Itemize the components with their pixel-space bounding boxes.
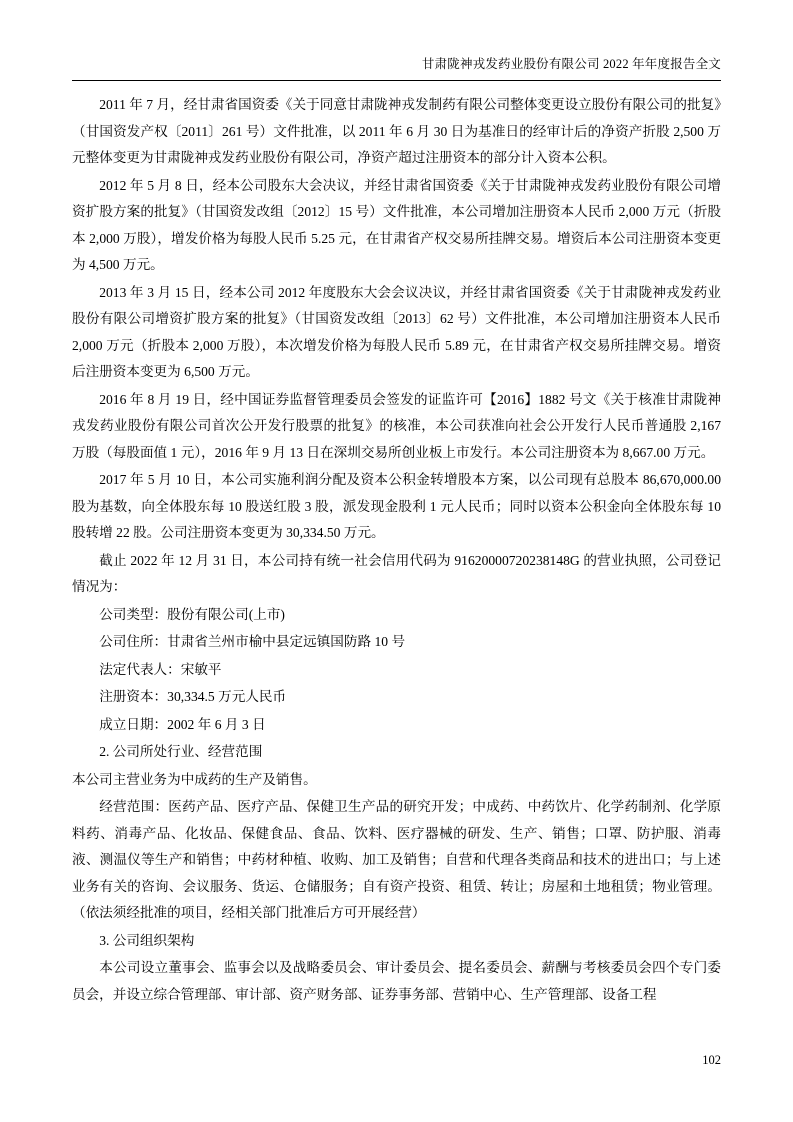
registration-item-company-type: 公司类型：股份有限公司(上市) [99, 606, 285, 622]
section-heading-org-structure: 3. 公司组织架构 [99, 932, 195, 948]
page-header: 甘肃陇神戎发药业股份有限公司 2022 年年度报告全文 [421, 57, 721, 71]
registration-item-registered-capital: 注册资本：30,334.5 万元人民币 [99, 689, 287, 704]
page-content [72, 92, 721, 1009]
page-footer: 102 [702, 1053, 721, 1067]
paragraph-history-2016: 2016 年 8 月 19 日，经中国证券监督管理委员会签发的证监许可【2016】1882 号文《关于核准甘肃陇神戎发药业股份有限公司首次公开发行股票的批复》的核准，本公司获准向社会公开发行人民币普通股 2,167 万股（每股面值 1 元），2016 年 9 月 13 日在深圳交易所创业板上市发行。本公司注册资本为 8,667.00 万元。 [72, 391, 721, 460]
section-heading-industry-scope: 2. 公司所处行业、经营范围 [99, 744, 263, 759]
header-divider [72, 80, 721, 81]
paragraph-business-scope: 经营范围：医药产品、医疗产品、保健卫生产品的研究开发；中成药、中药饮片、化学药制剂、化学原料药、消毒产品、化妆品、保健食品、食品、饮料、医疗器械的研发、生产、销售；口罩、防护服、消毒液、测温仪等生产和销售；中药材种植、收购、加工及销售；自营和代理各类商品和技术的进出口；与上述业务有关的咨询、会议服务、货运、仓储服务；自有资产投资、租赁、转让；房屋和土地租赁；物业管理。（依法须经批准的项目，经相关部门批准后方可开展经营） [72, 799, 721, 920]
registration-item-address: 公司住所：甘肃省兰州市榆中县定远镇国防路 10 号 [99, 634, 406, 649]
paragraph-history-2017: 2017 年 5 月 10 日，本公司实施利润分配及资本公积金转增股本方案，以公司现有总股本 86,670,000.00 股为基数，向全体股东每 10 股送红股 3 股，派发现金股利 1 元人民币；同时以资本公积金向全体股东每 10 股转增 22 股。公司注册资本变更为 30,334.50 万元。 [72, 472, 721, 540]
paragraph-history-2013: 2013 年 3 月 15 日，经本公司 2012 年度股东大会会议决议，并经甘肃省国资委《关于甘肃陇神戎发药业股份有限公司增资扩股方案的批复》（甘国资发改组〔2013〕62 号）文件批准，本公司增加注册资本人民币 2,000 万元（折股本 2,000 万股），本次增发价格为每股人民币 5.89 元，在甘肃省产权交易所挂牌交易。增资后注册资本变更为 6,500 万元。 [72, 284, 721, 379]
paragraph-license-status: 截止 2022 年 12 月 31 日，本公司持有统一社会信用代码为 91620000720238148G 的营业执照，公司登记情况为： [72, 552, 721, 594]
paragraph-main-business: 本公司主营业务为中成药的生产及销售。 [72, 771, 317, 787]
paragraph-history-2012: 2012 年 5 月 8 日，经本公司股东大会决议，并经甘肃省国资委《关于甘肃陇神戎发药业股份有限公司增资扩股方案的批复》（甘国资发改组〔2012〕15 号）文件批准，本公司增加注册资本人民币 2,000 万元（折股本 2,000 万股），增发价格为每股人民币 5.25 元，在甘肃省产权交易所挂牌交易。增资后本公司注册资本变更为 4,500 万元。 [72, 177, 721, 272]
registration-item-legal-representative: 法定代表人：宋敏平 [99, 661, 222, 677]
registration-item-establishment-date: 成立日期：2002 年 6 月 3 日 [99, 716, 266, 732]
paragraph-history-2011: 2011 年 7 月，经甘肃省国资委《关于同意甘肃陇神戎发制药有限公司整体变更设立股份有限公司的批复》（甘国资发产权〔2011〕261 号）文件批准，以 2011 年 6 月 30 日为基准日的经审计后的净资产折股 2,500 万元整体变更为甘肃陇神戎发药业股份有限公司，净资产超过注册资本的部分计入资本公积。 [72, 97, 721, 165]
paragraph-org-structure: 本公司设立董事会、监事会以及战略委员会、审计委员会、提名委员会、薪酬与考核委员会四个专门委员会，并设立综合管理部、审计部、资产财务部、证券事务部、营销中心、生产管理部、设备工程 [72, 960, 721, 1002]
